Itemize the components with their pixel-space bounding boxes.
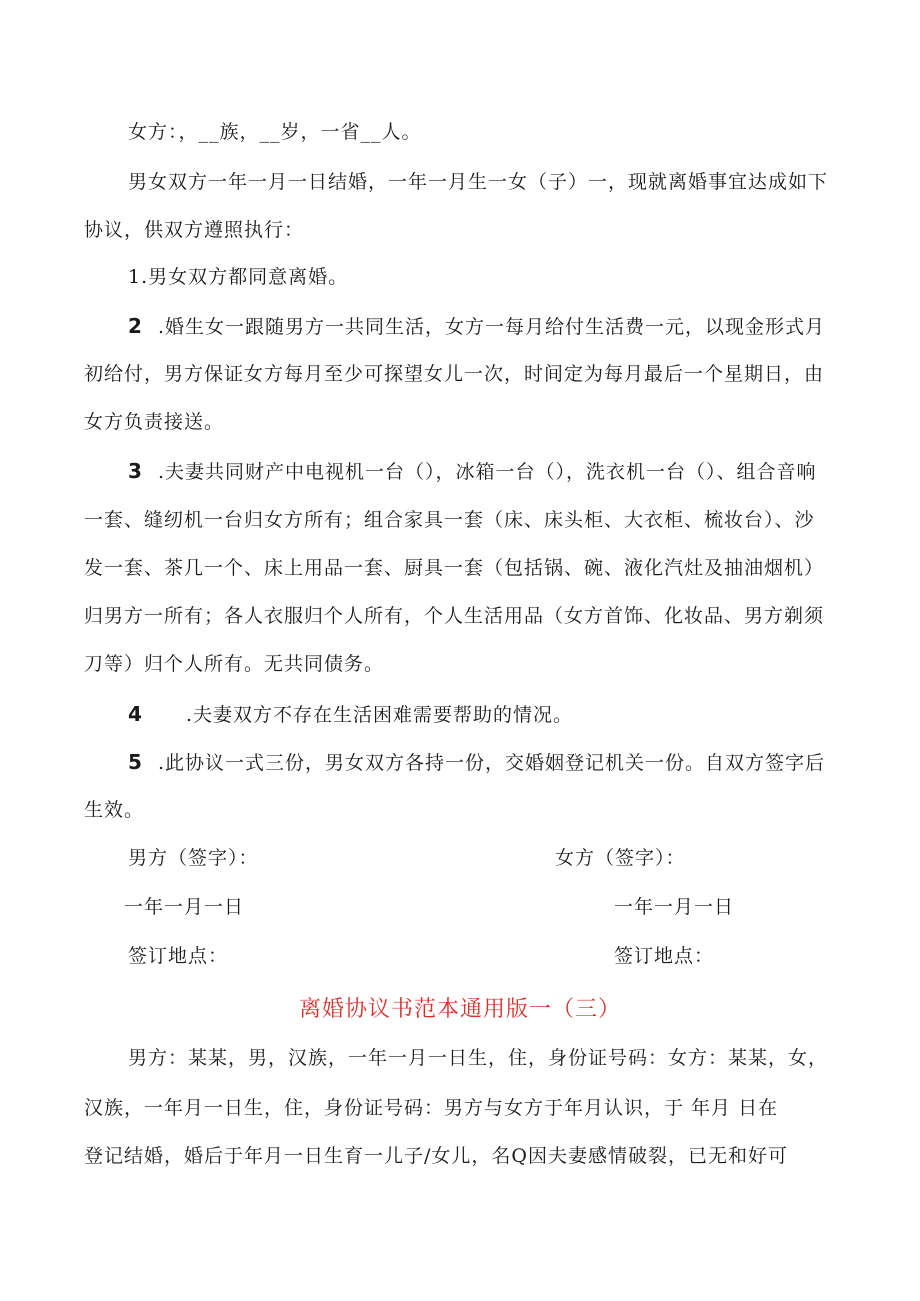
marriage-paragraph-line-2: 协议，供双方遵照执行： (84, 219, 305, 241)
date-left: 一年一月一日 (124, 896, 245, 918)
female-signature-label: 女方（签字）： (555, 847, 686, 869)
section-3-line-3: 登记结婚，婚后于年月一日生育一儿子/女儿，名Q因夫妻感情破裂，已无和好可 (84, 1145, 788, 1167)
item-5-text: .此协议一式三份，男女双方各持一份，交婚姻登记机关一份。自双方签字后 (157, 752, 826, 774)
item-3-line-3: 发一套、茶几一个、床上用品一套、厨具一套（包括锅、碗、液化汽灶及抽油烟机） (84, 557, 825, 579)
item-3-text: .夫妻共同财产中电视机一台（），冰箱一台（），洗衣机一台（）、组合音响 (157, 461, 817, 483)
item-2-line-2: 初给付，男方保证女方每月至少可探望女儿一次，时间定为每月最后一个星期日，由 (84, 363, 825, 385)
item-3-line-5: 刀等）归个人所有。无共同债务。 (84, 653, 385, 675)
male-signature-label: 男方（签字）： (128, 847, 259, 869)
female-intro: 女方：，__族，__岁，一省__人。 (128, 121, 422, 143)
item-5-line-2: 生效。 (84, 799, 145, 821)
item-5-line-1 (128, 750, 825, 775)
item-2-line-3: 女方负责接送。 (84, 411, 225, 433)
item-2-number: 2 (128, 314, 143, 338)
item-3-number: 3 (128, 459, 143, 483)
item-5-number: 5 (128, 750, 143, 774)
section-3-line-2: 汉族，一年月一日生，住，身份证号码：男方与女方于年月认识，于 年月 日在 (84, 1097, 779, 1119)
item-2-text: .婚生女一跟随男方一共同生活，女方一每月给付生活费一元，以现金形式月 (157, 316, 826, 338)
section-3-line-1: 男方：某某，男，汉族，一年一月一日生，住，身份证号码：女方：某某，女， (128, 1047, 829, 1069)
date-right: 一年一月一日 (614, 896, 735, 918)
item-3-line-1 (128, 459, 817, 484)
place-right: 签订地点： (614, 945, 715, 967)
section-title: 离婚协议书范本通用版一（三） (298, 997, 621, 1022)
marriage-paragraph-line-1: 男女双方一年一月一日结婚，一年一月生一女（子）一，现就离婚事宜达成如下 (128, 171, 829, 193)
item-3-line-4: 归男方一所有；各人衣服归个人所有，个人生活用品（女方首饰、化妆品、男方剃须 (84, 605, 825, 627)
place-left: 签订地点： (128, 945, 229, 967)
item-3-line-2: 一套、缝纫机一台归女方所有；组合家具一套（床、床头柜、大衣柜、梳妆台）、沙 (84, 509, 815, 531)
item-4-number: 4 (128, 702, 143, 726)
item-4-text: .夫妻双方不存在生活困难需要帮助的情况。 (185, 704, 574, 726)
item-4 (128, 702, 573, 727)
item-2-line-1 (128, 314, 825, 339)
item-1: 1.男女双方都同意离婚。 (128, 266, 349, 288)
